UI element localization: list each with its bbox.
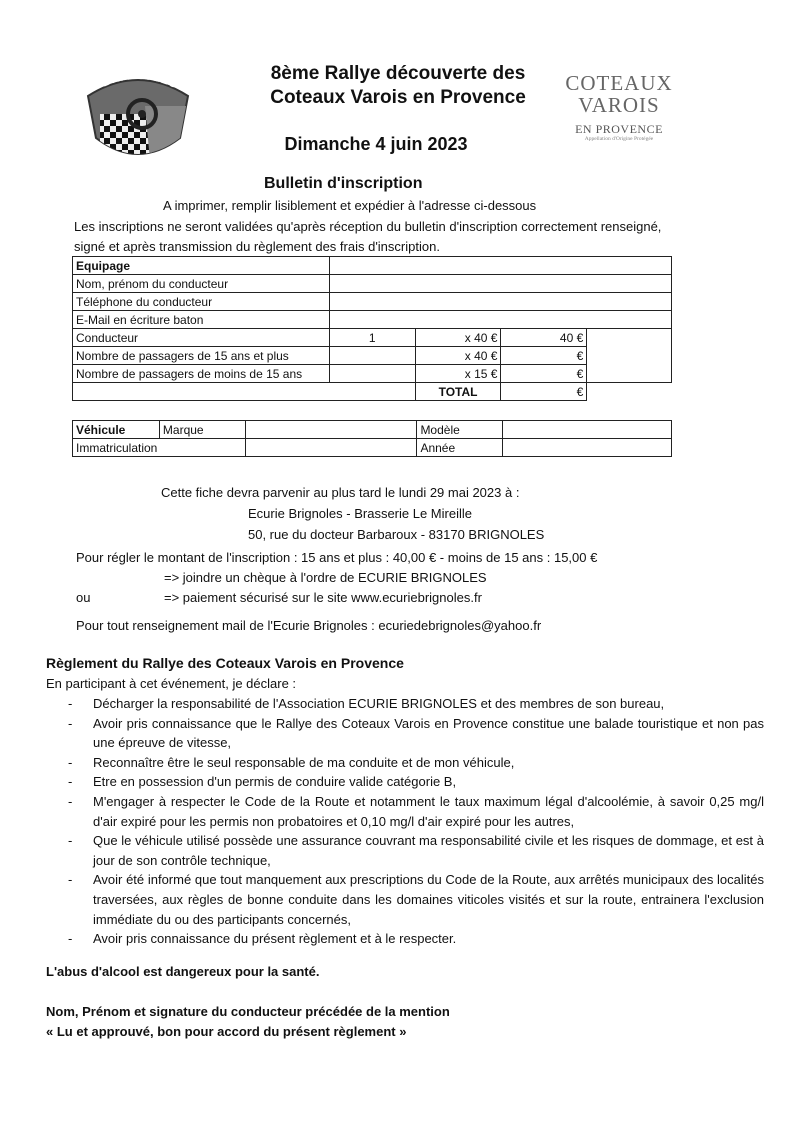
list-item <box>46 792 764 831</box>
table-row <box>73 347 672 365</box>
plate-field[interactable] <box>245 439 417 457</box>
form-heading: Bulletin d'inscription <box>264 175 423 192</box>
amount-field[interactable]: € <box>501 347 587 365</box>
qty-cell: 1 <box>329 329 415 347</box>
vehicle-table <box>72 420 672 457</box>
table-row <box>73 293 672 311</box>
rule-text: Décharger la responsabilité de l'Association ECURIE BRIGNOLES et des membres de son bureau, <box>93 696 665 711</box>
brand-field[interactable] <box>245 421 417 439</box>
rules-intro: En participant à cet événement, je déclare : <box>46 676 297 691</box>
total-amount-field[interactable]: € <box>501 383 587 401</box>
amount-cell: 40 € <box>501 329 587 347</box>
bullet-dash: - <box>68 696 73 711</box>
payment-amounts: Pour régler le montant de l'inscription : 15 ans et plus : 40,00 € - moins de 15 ans : 15,00 € <box>76 550 598 565</box>
payment-online: => paiement sécurisé sur le site www.ecuriebrignoles.fr <box>164 590 482 605</box>
price-cell: x 15 € <box>415 365 501 383</box>
empty-space <box>587 383 672 401</box>
event-title <box>243 62 553 110</box>
form-instruction: A imprimer, remplir lisiblement et expédier à l'adresse ci-dessous <box>163 198 537 213</box>
delivery-deadline: Cette fiche devra parvenir au plus tard le lundi 29 mai 2023 à : <box>161 485 520 500</box>
table-row <box>73 439 672 457</box>
year-field[interactable] <box>503 439 672 457</box>
table-row <box>73 365 672 383</box>
form-notice: Les inscriptions ne seront validées qu'après réception du bulletin d'inscription correctement renseigné, signé et après transmission du règlement des frais d'inscription. <box>74 219 662 254</box>
event-date: Dimanche 4 juin 2023 <box>284 134 468 154</box>
equipage-header: Equipage <box>73 257 330 275</box>
bullet-dash: - <box>68 833 73 849</box>
contact-info: Pour tout renseignement mail de l'Ecurie Brignoles : ecuriedebrignoles@yahoo.fr <box>76 618 542 633</box>
total-label: TOTAL <box>415 383 501 401</box>
rules-list <box>46 694 764 949</box>
rule-text: Avoir pris connaissance que le Rallye des Coteaux Varois en Provence constitue une balade touristique et non pas une épreuve de vitesse, <box>93 715 764 751</box>
table-row <box>73 421 672 439</box>
club-logo <box>80 66 196 166</box>
equipage-table <box>72 256 672 401</box>
model-label: Modèle <box>417 421 503 439</box>
list-item <box>46 772 764 792</box>
delivery-name: Ecurie Brignoles - Brasserie Le Mireille <box>248 506 472 521</box>
blank-cell <box>73 383 416 401</box>
row-label: Téléphone du conducteur <box>73 293 330 311</box>
list-item <box>46 870 764 929</box>
row-label: E-Mail en écriture baton <box>73 311 330 329</box>
model-field[interactable] <box>503 421 672 439</box>
brand-label: Marque <box>159 421 245 439</box>
brand-logo-line4: Appellation d'Origine Protégée <box>584 136 654 142</box>
table-row <box>73 383 672 401</box>
equipage-header-blank <box>329 257 671 275</box>
price-cell: x 40 € <box>415 347 501 365</box>
brand-logo-line3: EN PROVENCE <box>575 122 663 136</box>
table-row <box>73 275 672 293</box>
delivery-address: 50, rue du docteur Barbaroux - 83170 BRIGNOLES <box>248 527 545 542</box>
driver-email-field[interactable] <box>329 311 671 329</box>
rule-text: Avoir pris connaissance du présent règlement et à le respecter. <box>93 931 457 947</box>
payment-block <box>76 548 716 608</box>
amount-field[interactable]: € <box>501 365 587 383</box>
table-row <box>73 311 672 329</box>
driver-name-field[interactable] <box>329 275 671 293</box>
rules-title: Règlement du Rallye des Coteaux Varois en Provence <box>46 655 404 671</box>
blank-cell <box>587 329 672 383</box>
year-label: Année <box>417 439 503 457</box>
rule-text: Avoir été informé que tout manquement aux prescriptions du Code de la Route, aux arrêtés municipaux des localités traversées, aux règles de bonne conduite dans les domaines viticoles visités et sur la route, entrainera l'exclusion immédiate du ou des participants concernés, <box>93 872 764 927</box>
rule-text: Reconnaître être le seul responsable de ma conduite et de mon véhicule, <box>93 754 515 770</box>
bullet-dash: - <box>68 754 73 770</box>
rule-text: Etre en possession d'un permis de conduire valide catégorie B, <box>93 774 457 790</box>
event-title-line1: 8ème Rallye découverte des <box>270 63 526 84</box>
brand-logo-line1: COTEAUX <box>565 71 673 95</box>
rule-text: Que le véhicule utilisé possède une assurance couvrant ma responsabilité civile et les risques de dommage, et est à jour de son contrôle technique, <box>93 833 764 868</box>
alcohol-warning: L'abus d'alcool est dangereux pour la santé. <box>46 964 320 979</box>
bullet-dash: - <box>68 793 73 809</box>
price-cell: x 40 € <box>415 329 501 347</box>
coteaux-varois-logo <box>560 72 678 152</box>
bullet-dash: - <box>68 774 73 790</box>
driver-phone-field[interactable] <box>329 293 671 311</box>
bullet-dash: - <box>68 931 73 947</box>
list-item <box>46 714 764 753</box>
row-label: Conducteur <box>73 329 330 347</box>
event-title-line2: Coteaux Varois en Provence <box>270 87 526 108</box>
payment-cheque: => joindre un chèque à l'ordre de ECURIE BRIGNOLES <box>164 570 487 585</box>
row-label: Nombre de passagers de moins de 15 ans <box>73 365 330 383</box>
club-logo-text: BRIGNOLES <box>100 69 180 92</box>
plate-label: Immatriculation <box>73 439 246 457</box>
row-label: Nombre de passagers de 15 ans et plus <box>73 347 330 365</box>
row-label: Nom, prénom du conducteur <box>73 275 330 293</box>
brand-logo-line2: VAROIS <box>578 93 660 117</box>
table-row <box>73 257 672 275</box>
table-row <box>73 329 672 347</box>
delivery-block <box>161 482 544 545</box>
list-item <box>46 753 764 773</box>
bullet-dash: - <box>68 715 73 731</box>
bullet-dash: - <box>68 872 73 888</box>
list-item <box>46 929 764 949</box>
list-item <box>46 831 764 870</box>
qty-field[interactable] <box>329 365 415 383</box>
signature-mention: « Lu et approuvé, bon pour accord du présent règlement » <box>46 1024 407 1039</box>
signature-instruction: Nom, Prénom et signature du conducteur précédée de la mention <box>46 1004 450 1019</box>
list-item <box>46 694 764 714</box>
vehicle-label: Véhicule <box>73 421 160 439</box>
rule-text: M'engager à respecter le Code de la Route et notamment le taux maximum légal d'alcoolémie, à savoir 0,25 mg/l d'air expiré pour les permis non probatoires et 0,10 mg/l d'air expiré pour les autres, <box>93 793 764 829</box>
qty-field[interactable] <box>329 347 415 365</box>
payment-or: ou <box>76 590 91 605</box>
